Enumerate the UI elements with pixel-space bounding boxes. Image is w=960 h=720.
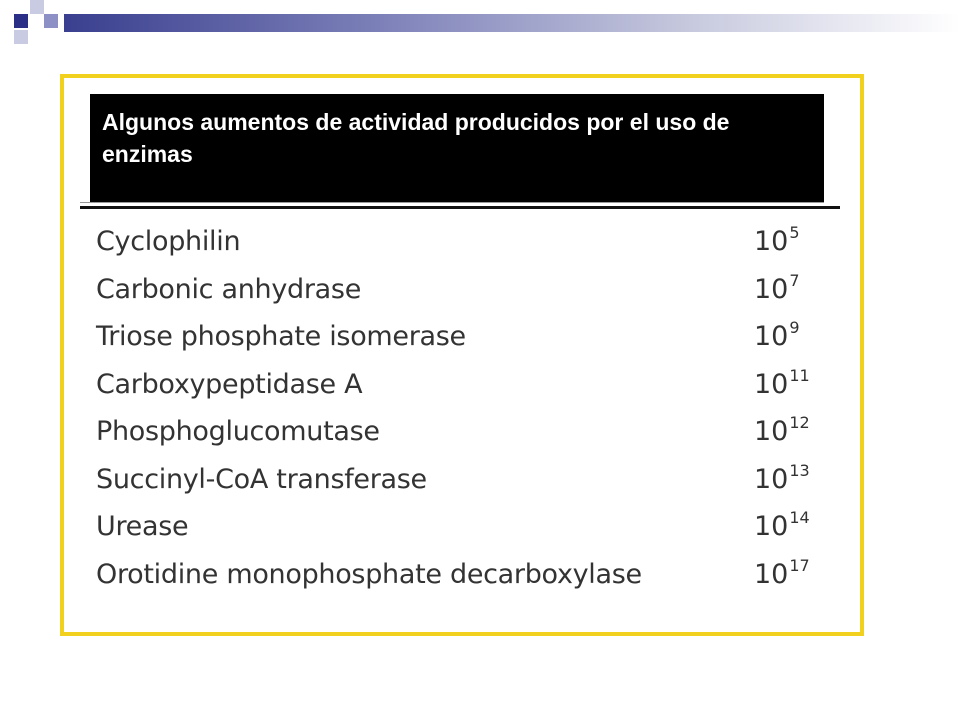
enzyme-name: Succinyl-CoA transferase xyxy=(96,463,427,495)
rate-enhancement xyxy=(754,414,810,453)
enzyme-name: Cyclophilin xyxy=(96,226,241,257)
decor-square-light-2 xyxy=(14,30,28,44)
value-base: 10 xyxy=(754,416,789,447)
slide-title-text: Algunos aumentos de actividad producidos por el uso de enzimas xyxy=(102,109,730,167)
decor-square-light xyxy=(30,0,44,14)
value-exponent: 14 xyxy=(789,508,810,527)
decor-square-mid xyxy=(44,14,58,28)
rate-enhancement xyxy=(754,462,810,501)
value-base: 10 xyxy=(754,511,789,542)
slide-title xyxy=(90,94,824,202)
table-row xyxy=(96,367,836,415)
rate-enhancement xyxy=(754,224,800,263)
value-exponent: 13 xyxy=(789,460,810,480)
table-row xyxy=(96,319,836,367)
value-exponent: 9 xyxy=(789,318,800,337)
table-rule-thin xyxy=(80,202,824,203)
table-row xyxy=(96,462,836,510)
enzyme-name: Carbonic anhydrase xyxy=(96,273,362,305)
enzyme-name: Carboxypeptidase A xyxy=(96,368,363,400)
value-exponent: 17 xyxy=(789,555,810,575)
rate-enhancement xyxy=(754,509,810,548)
table-row xyxy=(96,557,836,605)
rate-enhancement xyxy=(754,557,810,596)
value-base: 10 xyxy=(754,463,789,495)
table-row xyxy=(96,414,836,462)
enzyme-name: Triose phosphate isomerase xyxy=(96,321,466,352)
value-base: 10 xyxy=(754,321,789,352)
rate-enhancement xyxy=(754,319,800,358)
decor-square-dark xyxy=(14,14,28,28)
enzyme-name: Orotidine monophosphate decarboxylase xyxy=(96,558,642,590)
value-exponent: 5 xyxy=(789,223,800,242)
value-base: 10 xyxy=(754,226,789,257)
header-gradient-bar xyxy=(64,14,960,32)
enzyme-table xyxy=(96,224,836,604)
rate-enhancement xyxy=(754,272,800,311)
table-row xyxy=(96,224,836,272)
value-exponent: 12 xyxy=(789,413,810,432)
rate-enhancement xyxy=(754,367,810,406)
table-rule xyxy=(80,206,840,209)
value-exponent: 7 xyxy=(789,270,800,290)
value-base: 10 xyxy=(754,368,789,400)
table-row xyxy=(96,509,836,557)
enzyme-name: Urease xyxy=(96,511,189,542)
enzyme-name: Phosphoglucomutase xyxy=(96,416,380,447)
value-exponent: 11 xyxy=(789,365,810,385)
value-base: 10 xyxy=(754,273,789,305)
value-base: 10 xyxy=(754,558,789,590)
table-row xyxy=(96,272,836,320)
